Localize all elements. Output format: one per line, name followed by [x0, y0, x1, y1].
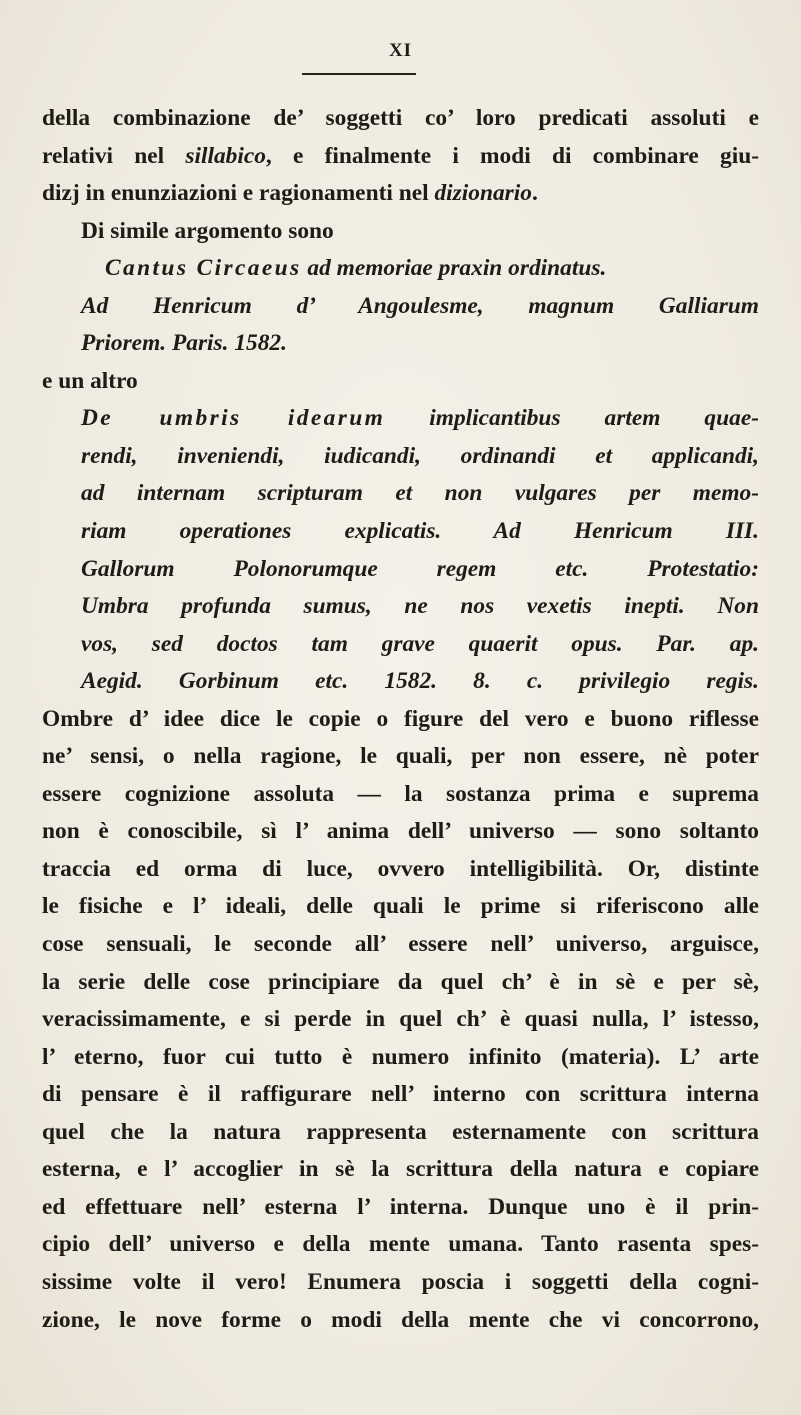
- text-line: traccia ed orma di luce, ovvero intelligibilità. Or, distinte: [42, 855, 759, 882]
- book-title-line: rendi, inveniendi, iudicandi, ordinandi et applicandi,: [81, 442, 759, 469]
- book-title-line: Gallorum Polonorumque regem etc. Protestatio:: [81, 555, 759, 582]
- spaced-title: De umbris idearum: [81, 405, 386, 432]
- text-line: ne’ sensi, o nella ragione, le quali, per non essere, nè poter: [42, 743, 759, 770]
- body-text: [42, 100, 759, 1339]
- text-line: la serie delle cose principiare da quel ch’ è in sè e per sè,: [42, 968, 759, 995]
- italic-term: sillabico: [185, 142, 266, 169]
- text-line: cose sensuali, le seconde all’ essere nell’ universo, arguisce,: [42, 931, 759, 958]
- text-line: le fisiche e l’ ideali, delle quali le prime si riferiscono alle: [42, 893, 759, 920]
- book-title-line: ad internam scripturam et non vulgares per memo-: [81, 480, 759, 507]
- page-number: XI: [388, 40, 413, 61]
- book-title-line: riam operationes explicatis. Ad Henricum III.: [81, 518, 759, 545]
- book-title-line: Aegid. Gorbinum etc. 1582. 8. c. privilegio regis.: [81, 668, 759, 695]
- book-title-line: Ad Henricum d’ Angoulesme, magnum Galliarum: [81, 292, 759, 319]
- book-title-line: De umbris idearum implicantibus artem quae-: [81, 405, 759, 432]
- text-line: zione, le nove forme o modi della mente che vi concorrono,: [42, 1306, 759, 1333]
- text-line: esterna, e l’ accoglier in sè la scrittura della natura e copiare: [42, 1156, 759, 1183]
- book-title-line: vos, sed doctos tam grave quaerit opus. Par. ap.: [81, 630, 759, 657]
- text-line: ed effettuare nell’ esterna l’ interna. Dunque uno è il prin-: [42, 1193, 759, 1220]
- text-line: relativi nel sillabico, e finalmente i modi di combinare giu-: [42, 142, 759, 169]
- text-line: cipio dell’ universo e della mente umana. Tanto rasenta spes-: [42, 1231, 759, 1258]
- text-line: dizj in enunziazioni e ragionamenti nel dizionario.: [42, 180, 538, 207]
- header-rule: [302, 73, 416, 75]
- text-line: della combinazione de’ soggetti co’ loro predicati assoluti e: [42, 105, 759, 131]
- text-line: non è conoscibile, sì l’ anima dell’ universo — sono soltanto: [42, 818, 759, 845]
- text-line: di pensare è il raffigurare nell’ interno con scrittura interna: [42, 1081, 759, 1108]
- text-line: Ombre d’ idee dice le copie o figure del vero e buono riflesse: [42, 705, 759, 732]
- book-title-line: Umbra profunda sumus, ne nos vexetis inepti. Non: [81, 593, 759, 620]
- italic-term: dizionario: [434, 180, 532, 207]
- book-title-line: Cantus Circaeus ad memoriae praxin ordinatus.: [105, 255, 607, 282]
- text-line: veracissimamente, e si perde in quel ch’ è quasi nulla, l’ istesso,: [42, 1006, 759, 1033]
- text-line: quel che la natura rappresenta esternamente con scrittura: [42, 1118, 759, 1145]
- text-line: Di simile argomento sono: [81, 217, 334, 244]
- text-line: l’ eterno, fuor cui tutto è numero infinito (materia). L’ arte: [42, 1043, 759, 1070]
- text-line: e un altro: [42, 367, 138, 394]
- spaced-title: Cantus Circaeus: [105, 255, 302, 282]
- text-line: essere cognizione assoluta — la sostanza prima e suprema: [42, 780, 759, 807]
- text-line: sissime volte il vero! Enumera poscia i soggetti della cogni-: [42, 1268, 759, 1295]
- book-title-line: Priorem. Paris. 1582.: [81, 330, 287, 357]
